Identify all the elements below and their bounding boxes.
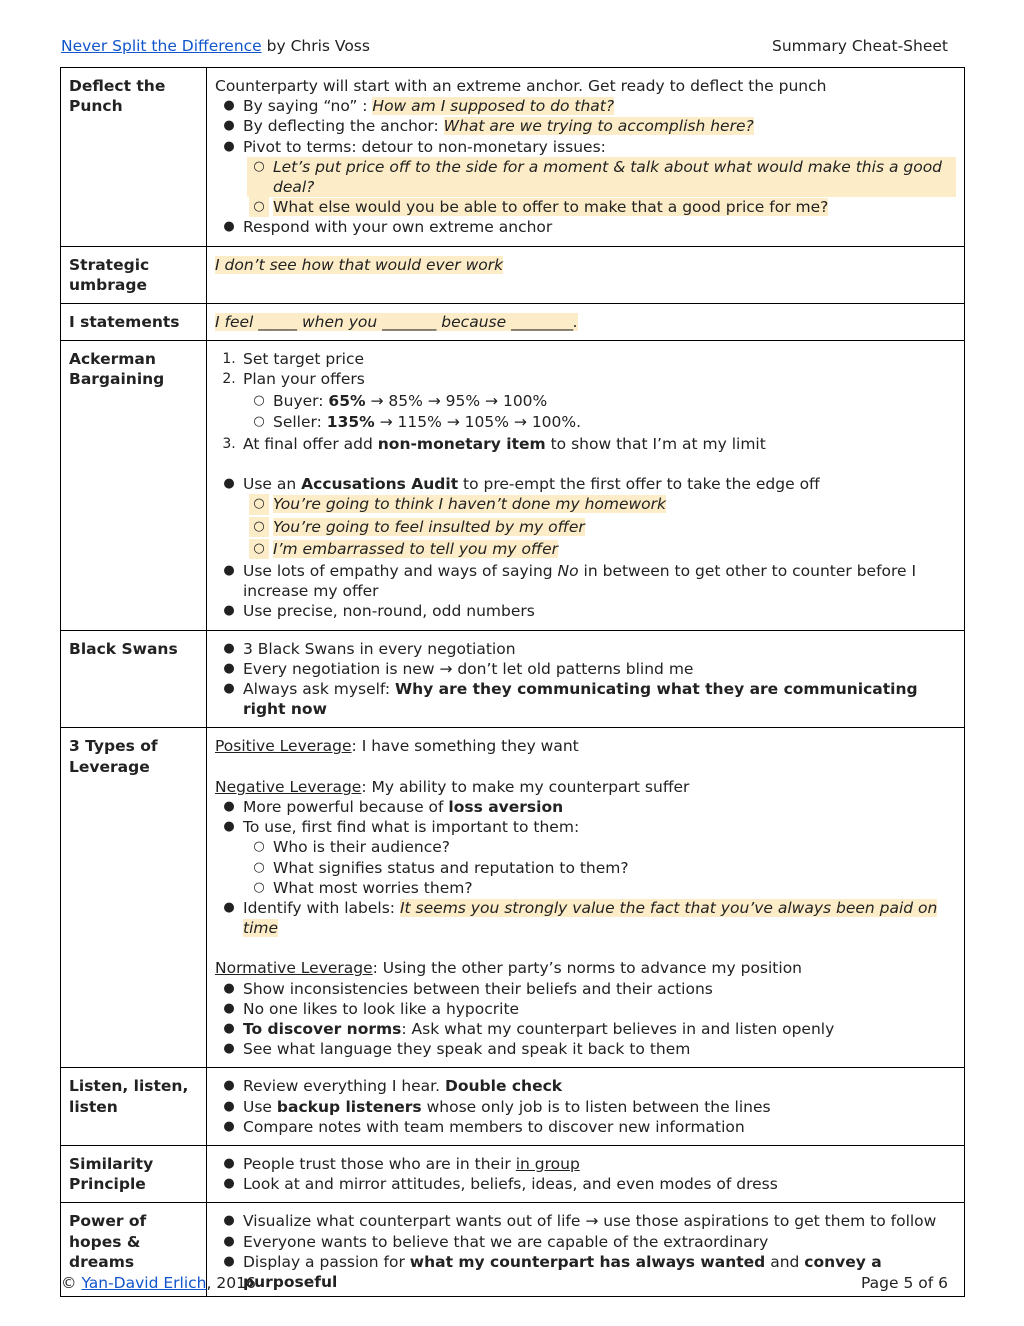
doc-type: Summary Cheat-Sheet <box>772 37 948 55</box>
bullet-icon: ● <box>223 1118 235 1134</box>
list-item: ● See what language they speak and speak it back to them <box>215 1039 956 1059</box>
table-row <box>61 68 965 247</box>
row-label: Power of hopes & dreams <box>61 1203 207 1297</box>
row-content <box>207 341 965 630</box>
row-label: Ackerman Bargaining <box>61 341 207 630</box>
list-item: ○ What most worries them? <box>215 878 956 898</box>
table-row <box>61 1145 965 1202</box>
row-label: Strategic umbrage <box>61 246 207 303</box>
bullet-icon: ● <box>223 1000 235 1016</box>
row-label: Deflect the Punch <box>61 68 207 247</box>
list-item: ● Show inconsistencies between their beliefs and their actions <box>215 979 956 999</box>
table-row <box>61 246 965 303</box>
list-item: ● By deflecting the anchor: What are we trying to accomplish here? <box>215 116 956 136</box>
list-item: ○ Buyer: 65% → 85% → 95% → 100% <box>215 391 956 411</box>
row-label: 3 Types of Leverage <box>61 728 207 1068</box>
row-label: Listen, listen, listen <box>61 1068 207 1146</box>
sub-bullet-icon: ○ <box>249 494 269 514</box>
sub-bullet-icon: ○ <box>253 859 265 875</box>
bullet-icon: ● <box>223 1155 235 1171</box>
list-item: ○ I’m embarrassed to tell you my offer <box>215 539 956 559</box>
list-item: ● Visualize what counterpart wants out of life → use those aspirations to get them to follow <box>215 1211 956 1231</box>
bullet-icon: ● <box>223 1020 235 1036</box>
list-number: 1. <box>222 351 236 368</box>
sub-bullet-icon: ○ <box>253 839 265 855</box>
sub-bullet-icon: ○ <box>249 517 269 537</box>
normative-leverage: Normative Leverage: Using the other party’s norms to advance my position <box>215 959 803 978</box>
list-item: ● Compare notes with team members to discover new information <box>215 1117 956 1137</box>
list-item: ● Review everything I hear. Double check <box>215 1076 956 1096</box>
list-item: ● No one likes to look like a hypocrite <box>215 999 956 1019</box>
row-content <box>207 68 965 247</box>
list-item: ● Use backup listeners whose only job is to listen between the lines <box>215 1097 956 1117</box>
list-item: ○ You’re going to think I haven’t done my homework <box>215 494 956 514</box>
list-item: ● Every negotiation is new → don’t let old patterns blind me <box>215 659 956 679</box>
list-item: ● Identify with labels: It seems you strongly value the fact that you’ve always been paid on time <box>215 898 956 938</box>
intro-text: Counterparty will start with an extreme anchor. Get ready to deflect the punch <box>215 77 827 95</box>
copyright-symbol: © <box>61 1274 77 1292</box>
row-content <box>207 246 965 303</box>
bullet-icon: ● <box>223 1078 235 1094</box>
list-item: ● To discover norms: Ask what my counterpart believes in and listen openly <box>215 1019 956 1039</box>
list-item: ○ What else would you be able to offer to make that a good price for me? <box>215 197 956 217</box>
i-statement-quote: I feel _____ when you _______ because ________. <box>215 313 578 332</box>
table-row <box>61 304 965 341</box>
list-item: 3. At final offer add non-monetary item to show that I’m at my limit <box>215 434 956 454</box>
list-item: ● Always ask myself: Why are they communicating what they are communicating right now <box>215 679 956 719</box>
list-item: ● Display a passion for what my counterpart has always wanted and convey a purposeful <box>215 1252 956 1292</box>
page-footer <box>61 1274 948 1296</box>
bullet-icon: ● <box>223 798 235 814</box>
list-item: ● More powerful because of loss aversion <box>215 797 956 817</box>
row-content <box>207 1068 965 1146</box>
bullet-icon: ● <box>223 1041 235 1057</box>
table-row <box>61 1068 965 1146</box>
list-item: ● Respond with your own extreme anchor <box>215 217 956 237</box>
year-text: , 2016 <box>206 1274 256 1292</box>
page-number: Page 5 of 6 <box>861 1274 948 1292</box>
bullet-icon: ● <box>223 603 235 619</box>
bullet-icon: ● <box>223 1233 235 1249</box>
bullet-icon: ● <box>223 681 235 697</box>
list-number: 2. <box>222 371 236 388</box>
bullet-icon: ● <box>223 819 235 835</box>
row-label: Similarity Principle <box>61 1145 207 1202</box>
list-item: ● Everyone wants to believe that we are capable of the extraordinary <box>215 1232 956 1252</box>
positive-leverage: Positive Leverage: I have something they want <box>215 737 579 756</box>
list-item: ● People trust those who are in their in group <box>215 1154 956 1174</box>
sub-bullet-icon: ○ <box>249 539 269 559</box>
list-item: ○ What signifies status and reputation to them? <box>215 858 956 878</box>
row-content <box>207 630 965 728</box>
sub-bullet-icon: ○ <box>253 392 265 408</box>
sub-bullet-icon: ○ <box>253 158 265 174</box>
author-text: by Chris Voss <box>266 37 370 55</box>
bullet-icon: ● <box>223 219 235 235</box>
list-item: ○ Seller: 135% → 115% → 105% → 100%. <box>215 412 956 432</box>
umbrage-quote: I don’t see how that would ever work <box>215 255 504 274</box>
list-item: ○ Who is their audience? <box>215 837 956 857</box>
list-item: ● Look at and mirror attitudes, beliefs, ideas, and even modes of dress <box>215 1174 956 1194</box>
bullet-icon: ● <box>223 640 235 656</box>
table-row <box>61 341 965 630</box>
cheat-sheet-table <box>60 67 965 1297</box>
list-item: ○ Let’s put price off to the side for a moment & talk about what would make this a good <box>215 157 956 177</box>
row-content <box>207 1145 965 1202</box>
table-row <box>61 630 965 728</box>
list-item: increase my offer <box>243 582 379 601</box>
list-item: 1. Set target price <box>215 349 956 369</box>
list-item: 2. Plan your offers <box>215 369 956 389</box>
sub-bullet-icon: ○ <box>253 413 265 429</box>
list-number: 3. <box>222 436 236 453</box>
list-item: ● Use an Accusations Audit to pre-empt the first offer to take the edge off <box>215 474 956 494</box>
bullet-icon: ● <box>223 138 235 154</box>
row-label: Black Swans <box>61 630 207 728</box>
bullet-icon: ● <box>223 1098 235 1114</box>
list-item: ● To use, first find what is important to them: <box>215 817 956 837</box>
list-item: deal? <box>215 177 956 197</box>
bullet-icon: ● <box>223 1253 235 1269</box>
negative-leverage: Negative Leverage: My ability to make my counterpart suffer <box>215 777 690 796</box>
list-item: ● Pivot to terms: detour to non-monetary issues: <box>215 137 956 157</box>
row-label: I statements <box>61 304 207 341</box>
list-item: ● 3 Black Swans in every negotiation <box>215 639 956 659</box>
bullet-icon: ● <box>223 660 235 676</box>
table-row <box>61 728 965 1068</box>
bullet-icon: ● <box>223 476 235 492</box>
bullet-icon: ● <box>223 563 235 579</box>
list-item: ○ You’re going to feel insulted by my offer <box>215 517 956 537</box>
bullet-icon: ● <box>223 98 235 114</box>
book-title-link[interactable]: Never Split the Difference <box>61 37 262 55</box>
bullet-icon: ● <box>223 118 235 134</box>
author-link[interactable]: Yan-David Erlich <box>81 1274 207 1292</box>
bullet-icon: ● <box>223 1213 235 1229</box>
bullet-icon: ● <box>223 1176 235 1192</box>
page-header <box>61 37 948 59</box>
sub-bullet-icon: ○ <box>249 197 269 217</box>
bullet-icon: ● <box>223 980 235 996</box>
list-item: ● Use lots of empathy and ways of saying No in between to get other to counter before I <box>215 561 956 581</box>
row-content <box>207 304 965 341</box>
bullet-icon: ● <box>223 899 235 915</box>
list-item: ● By saying “no” : How am I supposed to do that? <box>215 96 956 116</box>
row-content <box>207 728 965 1068</box>
sub-bullet-icon: ○ <box>253 879 265 895</box>
list-item: ● Use precise, non-round, odd numbers <box>215 601 956 621</box>
